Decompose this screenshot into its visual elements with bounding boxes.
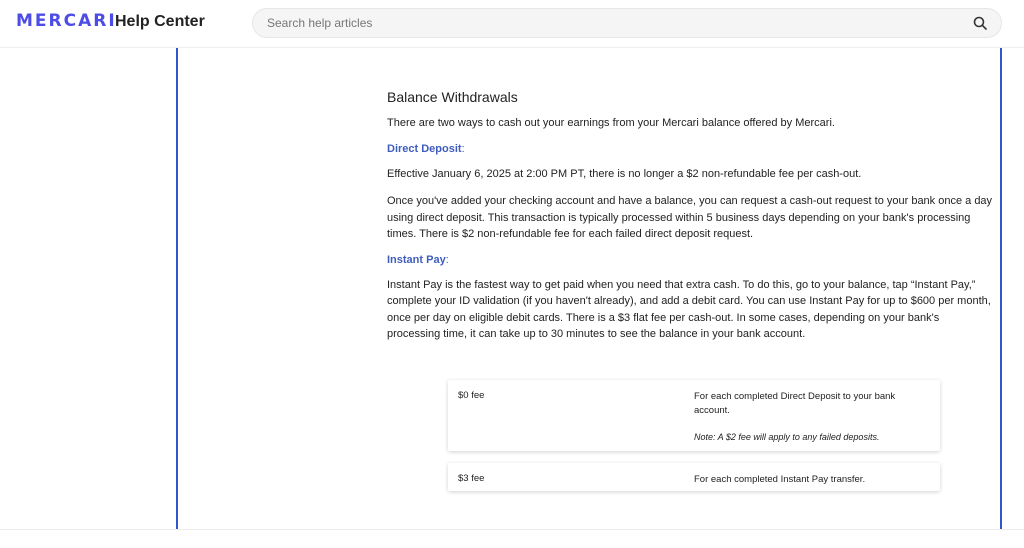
article-body xyxy=(387,89,995,354)
fee-description: For each completed Direct Deposit to your bank account. xyxy=(694,391,896,416)
header xyxy=(0,0,1024,48)
fee-amount: $3 fee xyxy=(458,473,485,484)
fee-description: For each completed Instant Pay transfer. xyxy=(694,474,866,485)
direct-deposit-heading-text: Direct Deposit xyxy=(387,142,462,155)
fee-amount: $0 fee xyxy=(458,390,485,401)
help-center-title[interactable]: Help Center xyxy=(115,13,205,30)
direct-deposit-effective: Effective January 6, 2025 at 2:00 PM PT, there is no longer a $2 non-refundable fee per cash-out. xyxy=(387,167,862,180)
article-title: Balance Withdrawals xyxy=(387,89,518,105)
fee-table xyxy=(448,380,940,503)
content-frame-right-border xyxy=(1000,48,1002,530)
search-icon[interactable] xyxy=(973,16,987,30)
direct-deposit-heading xyxy=(387,143,995,155)
fee-note: Note: A $2 fee will apply to any failed deposits. xyxy=(694,432,880,442)
direct-deposit-colon: : xyxy=(461,142,465,155)
fee-row-direct-deposit xyxy=(448,380,940,451)
instant-pay-heading-text: Instant Pay xyxy=(387,253,446,266)
mercari-logo[interactable]: MERCARI xyxy=(16,11,117,31)
instant-pay-heading xyxy=(387,254,995,266)
instant-pay-body: Instant Pay is the fastest way to get paid when you need that extra cash. To do this, go to your balance, tap “Instant Pay,” complete your ID validation (if you haven't already), and add a debit card. You can use Instant Pay for up to $600 per month, once per day on eligible debit cards. There is a $3 flat fee per cash-out. In some cases, depending on your bank's processing time, it can take up to 30 minutes to see the balance in your bank account. xyxy=(387,278,991,340)
direct-deposit-body: Once you've added your checking account and have a balance, you can request a cash-out request to your bank once a day using direct deposit. This transaction is typically processed within 5 business days depending on your bank's processing times. There is $2 non-refundable fee for each failed direct deposit request. xyxy=(387,195,993,240)
search-input[interactable] xyxy=(267,9,947,37)
fee-row-instant-pay xyxy=(448,463,940,491)
search-bar[interactable] xyxy=(252,8,1002,38)
article-intro: There are two ways to cash out your earnings from your Mercari balance offered by Mercari. xyxy=(387,117,835,129)
content-frame-left-border xyxy=(176,48,178,530)
footer-divider xyxy=(0,529,1024,530)
instant-pay-colon: : xyxy=(445,253,449,266)
